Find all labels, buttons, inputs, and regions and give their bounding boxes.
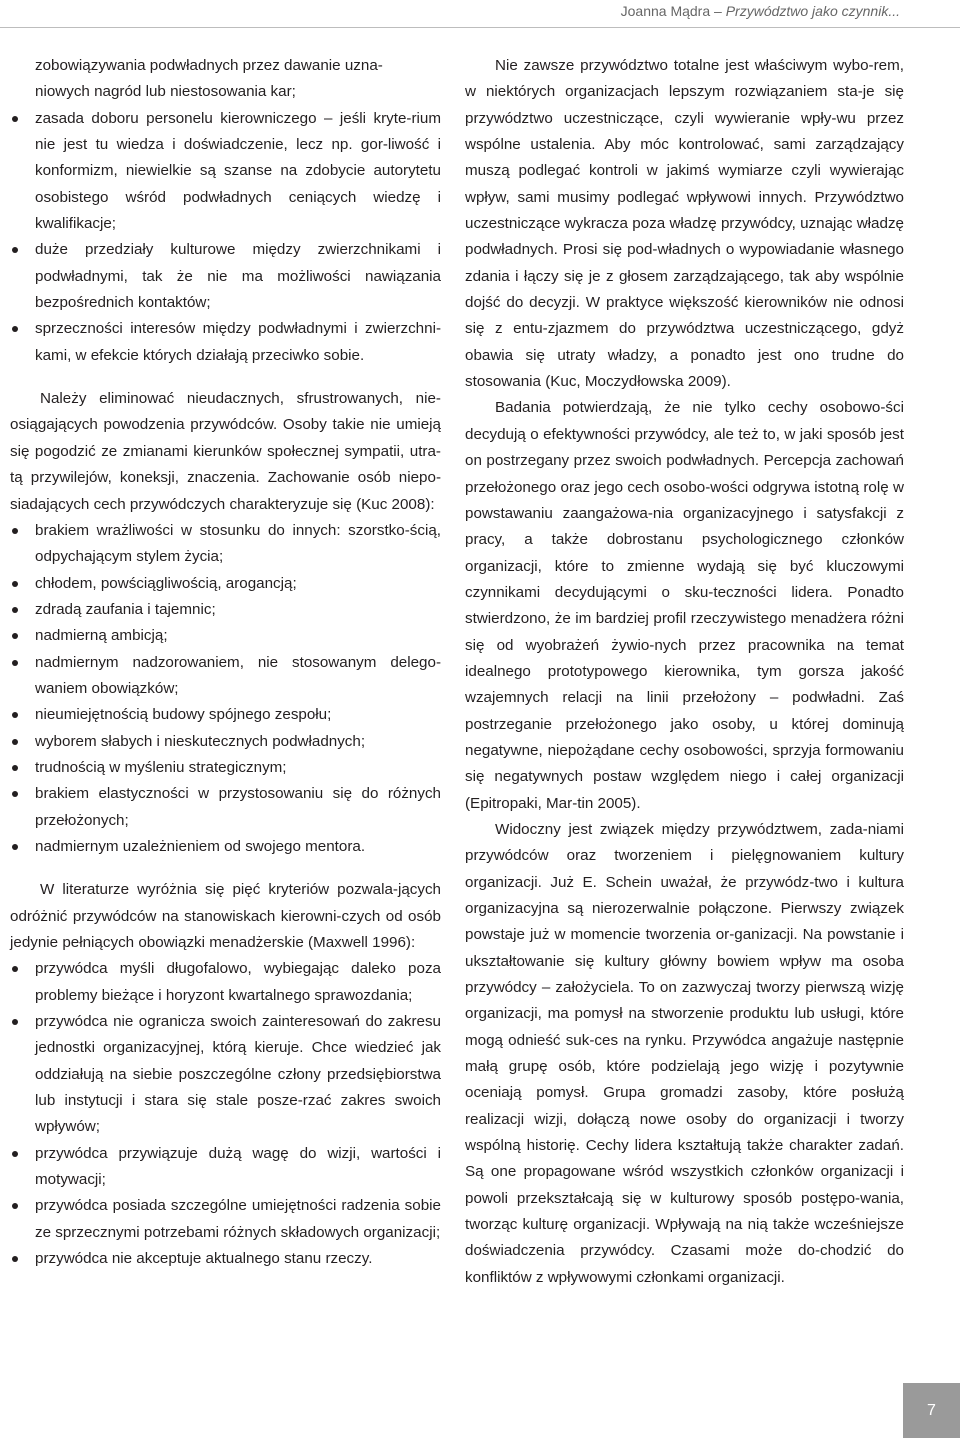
list-item: zasada doboru personelu kierowniczego – jeśli kryte-rium nie jest tu wiedza i doświadczenie, lecz np. gor-liwość i konformizm, niewielkie są szanse na zdobycie autorytetu osobistego wśród podwładnych ceniących wiedzę i kwalifikacje; — [10, 106, 441, 238]
bullet-icon — [12, 247, 18, 253]
list-item: nieumiejętnością budowy spójnego zespołu; — [10, 702, 441, 728]
list-item: zdradą zaufania i tajemnic; — [10, 597, 441, 623]
list-item: nadmiernym nadzorowaniem, nie stosowanym delego-waniem obowiązków; — [10, 650, 441, 703]
right-column — [465, 53, 904, 1291]
header-rule — [0, 27, 960, 28]
bullet-icon — [12, 1256, 18, 1262]
bullet-icon — [12, 791, 18, 797]
bullet-icon — [12, 660, 18, 666]
bullet-icon — [12, 739, 18, 745]
paragraph: Badania potwierdzają, że nie tylko cechy osobowo-ści decydują o efektywności przywódcy, ale też to, w jaki sposób jest on postrzegany przez swoich podwładnych. Percepcja zachowań przełożonego oraz jego cech osobo-wości odgrywa istotną rolę w powstawaniu zaangażowa-nia organizacyjnego i satysfakcji z pracy, a także dobrostanu psychologicznego członków organizacji, które to zmienne wydają się być kluczowymi czynnikami decydującymi o sku-teczności lidera. Ponadto stwierdzono, że im bardziej profil rzeczywistego menadżera różni się od wyobrażeń żywio-nych przez pracownika na temat idealnego prototypowego kierownika, tym gorsza jakość wzajemnych relacji na linii przełożony – podwładni. Zaś postrzeganie przełożonego jako osoby, u której dominują negatywne, niepożądane cechy osobowości, sprzyja formowaniu się negatywnych postaw względem niego i całej organizacji (Epitropaki, Mar-tin 2005). — [465, 399, 904, 812]
paragraph: W literaturze wyróżnia się pięć kryteriów pozwala-jących odróżnić przywódców na stanowiskach kierowni-czych od osób jedynie pełniących obowiązki menadżerskie (Maxwell 1996): — [10, 881, 441, 951]
bullet-icon — [12, 116, 18, 122]
list-item: przywódca przywiązuje dużą wagę do wizji, wartości i motywacji; — [10, 1141, 441, 1194]
paragraph: Widoczny jest związek między przywództwem, zada-niami przywódców oraz tworzeniem i pielęgnowaniem kultury organizacji. Już E. Schein uważał, że przywódz-two i kultura organizacyjna są nierozerwalnie połączone. Pierwszy związek powstaje już w momencie tworzenia or-ganizacji. Na powstanie i ukształtowanie się kultury główny bowiem wpływ ma osoba przywódcy – założyciela. To on zazwyczaj tworzy pierwszą wizję organizacji, ma pomysł na stworzenie produktu lub usługi, które mogą odnieść suk-ces na rynku. Przywódca angażuje następnie małą grupę osób, które podzielają jego wizję i pozytywnie oceniają pomysł. Grupa gromadzi zasoby, które posłużą realizacji wizji, dołączą nowe osoby do organizacji i tworzy wspólną historię. Cechy lidera kształtują także charakter zadań. Są one propagowane wśród wszystkich członków organizacji i powoli przekształcają się w kulturowy sposób postępo-wania, tworząc kulturę organizacji. Wpływają na nią także wcześniejsze doświadczenia przywódcy. Czasami może do-chodzić do konfliktów z wpływowymi członkami organizacji. — [465, 820, 904, 1286]
bullet-icon — [12, 765, 18, 771]
paragraph: Należy eliminować nieudacznych, sfrustrowanych, nie-osiągających powodzenia przywódców. Osoby takie nie umieją się pogodzić ze zmianami kierunków społecznej sympatii, utra-tą przywilejów, koneksji, znaczenia. Zachowanie osób niepo-siadających cech przywódczych charakteryzuje się (Kuc 2008): — [10, 390, 441, 513]
bullet-icon — [12, 844, 18, 850]
list-item: duże przedziały kulturowe między zwierzchnikami i podwładnymi, tak że nie ma możliwości nawiązania bezpośrednich kontaktów; — [10, 237, 441, 316]
list-item: nadmiernym uzależnieniem od swojego mentora. — [10, 834, 441, 860]
bullet-icon — [12, 712, 18, 718]
intro-continuation — [10, 53, 441, 106]
bullet-icon — [12, 326, 18, 332]
header-title: Przywództwo jako czynnik... — [725, 3, 900, 19]
list-item: nadmierną ambicją; — [10, 623, 441, 649]
bullet-icon — [12, 607, 18, 613]
bullet-icon — [12, 581, 18, 587]
left-column — [10, 53, 441, 1272]
list-item: trudnością w myśleniu strategicznym; — [10, 755, 441, 781]
bullet-icon — [12, 528, 18, 534]
list-item: brakiem wrażliwości w stosunku do innych: szorstko-ścią, odpychającym stylem życia; — [10, 518, 441, 571]
spacer — [10, 369, 441, 386]
criteria-list — [10, 956, 441, 1272]
traits-list — [10, 518, 441, 860]
list-item: wyborem słabych i nieskutecznych podwładnych; — [10, 729, 441, 755]
list-item: brakiem elastyczności w przystosowaniu się do różnych przełożonych; — [10, 781, 441, 834]
list-item: przywódca nie ogranicza swoich zainteresowań do zakresu jednostki organizacyjnej, którą kieruje. Chce wiedzieć jak oddziałują na siebie poszczególne człony przedsiębiorstwa lub instytucji i stara się stale posze-rzać zakres swoich wpływów; — [10, 1009, 441, 1141]
bullet-icon — [12, 1019, 18, 1025]
list-item: sprzeczności interesów między podwładnymi i zwierzchni-kami, w efekcie których działają przeciwko sobie. — [10, 316, 441, 369]
paragraph: Nie zawsze przywództwo totalne jest właściwym wybo-rem, w niektórych organizacjach lepszym rozwiązaniem sta-je się przywództwo uczestniczące, czyli wywieranie wpły-wu przez wspólne ustalenia. Aby móc kontrolować, sami zarządzający muszą podlegać kontroli w jakimś wymiarze czyli wywierając wpływ, sami musimy podlegać wpływowi innych. Przywództwo uczestniczące wykracza poza władzę przywódcy, uznając władzę podwładnych. Prosi się pod-władnych o wypowiadanie własnego zdania i łączy się je z głosem zarządzającego, tak aby wspólnie dojść do decyzji. W praktyce większość kierowników nie odnosi się z entu-zjazmem do przywództwa uczestniczącego, gdyż obawia się utraty władzy, a ponadto jest ono trudne do stosowania (Kuc, Moczydłowska 2009). — [465, 57, 904, 391]
header-author: Joanna Mądra – — [620, 3, 726, 19]
list-item: przywódca posiada szczególne umiejętności radzenia sobie ze sprzecznymi potrzebami różnych składowych organizacji; — [10, 1193, 441, 1246]
intro-line: niowych nagród lub niestosowania kar; — [35, 83, 296, 101]
spacer — [10, 860, 441, 877]
list-item: przywódca nie akceptuje aktualnego stanu rzeczy. — [10, 1246, 441, 1272]
bullet-icon — [12, 633, 18, 639]
list-item: przywódca myśli długofalowo, wybiegając daleko poza problemy bieżące i horyzont kwartalnego sprawozdania; — [10, 956, 441, 1009]
bullet-icon — [12, 1151, 18, 1157]
running-header — [621, 0, 900, 22]
intro-line: zobowiązywania podwładnych przez dawanie uzna- — [35, 57, 383, 74]
bullet-icon — [12, 1203, 18, 1209]
list-item: chłodem, powściągliwością, arogancją; — [10, 571, 441, 597]
page-number: 7 — [903, 1383, 960, 1438]
causes-list — [10, 106, 441, 369]
bullet-icon — [12, 966, 18, 972]
